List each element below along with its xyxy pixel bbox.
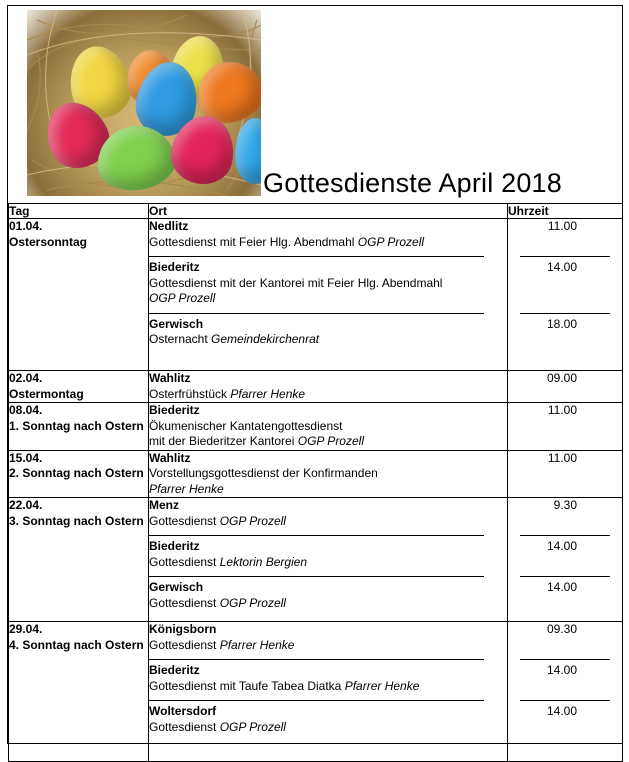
time-cell: [508, 450, 623, 498]
time-separator: [520, 570, 610, 577]
service-time: 11.00: [547, 403, 577, 417]
day-date: 15.04.: [9, 450, 43, 465]
day-name: 1. Sonntag nach Ostern: [9, 418, 144, 433]
service-separator: [149, 529, 484, 536]
service-description: [149, 679, 507, 695]
service-person: Pfarrer Henke: [344, 678, 420, 693]
service-separator: [149, 694, 484, 701]
table-row: [9, 219, 623, 371]
time-separator: [520, 307, 610, 314]
location-cell: [149, 622, 508, 762]
service-place: Biederitz: [149, 260, 200, 274]
service-separator: [149, 250, 484, 257]
time-cell: [508, 219, 623, 371]
service-separator: [149, 570, 484, 577]
service-entry: [149, 622, 507, 653]
service-time: 18.00: [546, 316, 577, 331]
time-spacer: [508, 419, 622, 450]
service-entry: [149, 704, 507, 735]
day-name: 2. Sonntag nach Ostern: [9, 466, 144, 480]
service-description: [149, 419, 507, 435]
service-time: 14.00: [546, 539, 577, 553]
service-place: Wahlitz: [149, 450, 191, 465]
service-time: 11.00: [547, 450, 577, 465]
service-person: OGP Prozell: [219, 719, 286, 734]
day-cell: [9, 219, 149, 371]
service-entry: [149, 219, 507, 250]
service-description-text: Gottesdienst: [149, 637, 217, 652]
page-title: Gottesdienste April 2018: [263, 168, 562, 198]
day-cell: [9, 622, 149, 762]
time-separator: [520, 250, 610, 257]
service-entry: [149, 403, 507, 450]
service-entry: [149, 539, 507, 570]
service-description: [149, 638, 507, 654]
service-person: Pfarrer Henke: [149, 481, 224, 496]
service-description: [149, 514, 507, 530]
service-person: Pfarrer Henke: [219, 637, 295, 652]
service-entry: [149, 451, 507, 498]
service-entry: [149, 580, 507, 611]
service-person: OGP Prozell: [357, 234, 425, 249]
location-cell: [149, 498, 508, 622]
service-description-text: Osterfrühstück: [149, 386, 228, 401]
day-cell: [9, 371, 149, 403]
day-cell: [9, 450, 149, 498]
service-entry: [149, 260, 507, 307]
service-entry: [149, 371, 507, 402]
time-spacer: [508, 235, 622, 251]
location-cell: [149, 403, 508, 451]
service-place: Biederitz: [149, 539, 200, 553]
table-header-row: [9, 204, 623, 219]
service-person-line: [149, 482, 507, 498]
day-date: 08.04.: [9, 403, 43, 417]
service-person-line: [149, 291, 507, 307]
time-spacer: [508, 514, 622, 530]
service-description-text: Vorstellungsgottesdienst der Konfirmanden: [149, 466, 378, 480]
service-description-text: Gottesdienst: [149, 554, 217, 569]
time-spacer: [508, 638, 622, 654]
service-place: Nedlitz: [149, 219, 189, 233]
location-cell: [149, 371, 508, 403]
service-person: OGP Prozell: [297, 434, 364, 448]
service-description: [149, 466, 507, 482]
service-place: Woltersdorf: [149, 704, 217, 718]
service-description-text: Osternacht: [149, 332, 208, 346]
time-spacer: [508, 332, 622, 348]
service-time: 14.00: [546, 704, 577, 718]
service-person: Pfarrer Henke: [230, 386, 306, 401]
time-spacer: [508, 387, 622, 403]
time-spacer: [508, 276, 622, 307]
service-description: [149, 596, 507, 612]
day-cell: [9, 403, 149, 451]
service-place: Biederitz: [149, 403, 200, 417]
service-description-text: Gottesdienst mit Feier Hlg. Abendmahl: [149, 234, 355, 249]
time-spacer: [508, 679, 622, 695]
location-cell: [149, 450, 508, 498]
column-header-ort: Ort: [149, 204, 508, 219]
service-description-line2: [149, 434, 507, 450]
day-name: 4. Sonntag nach Ostern: [9, 637, 144, 652]
time-separator: [520, 694, 610, 701]
service-description-text: Gottesdienst: [149, 513, 217, 528]
table-row: [9, 450, 623, 498]
service-place: Biederitz: [149, 663, 200, 677]
time-spacer: [508, 596, 622, 612]
time-cell: [508, 403, 623, 451]
service-person: Lektorin Bergien: [219, 554, 308, 569]
service-entry: [149, 317, 507, 348]
time-cell: [508, 371, 623, 403]
service-place: Menz: [149, 498, 179, 512]
table-row: [9, 622, 623, 762]
service-place: Gerwisch: [149, 316, 204, 331]
service-place: Gerwisch: [149, 580, 204, 594]
time-separator: [520, 529, 610, 536]
service-time: 9.30: [553, 498, 577, 512]
day-date: 29.04.: [9, 622, 43, 636]
service-entry: [149, 663, 507, 694]
service-description: [149, 276, 507, 292]
time-cell: [508, 498, 623, 622]
time-spacer: [508, 555, 622, 571]
day-date: 01.04.: [9, 219, 43, 233]
day-date: 22.04.: [9, 498, 43, 512]
service-description-text: Gottesdienst mit Taufe Tabea Diatka: [149, 678, 342, 693]
time-separator: [520, 653, 610, 660]
column-header-uhrzeit: Uhrzeit: [508, 204, 623, 219]
service-person: OGP Prozell: [219, 595, 286, 610]
location-cell: [149, 219, 508, 371]
time-spacer: [508, 720, 622, 736]
table-row: [9, 403, 623, 451]
table-row: [9, 371, 623, 403]
service-time: 14.00: [546, 663, 577, 677]
service-person: OGP Prozell: [149, 291, 216, 305]
service-place: Wahlitz: [149, 371, 191, 385]
day-name: Ostermontag: [9, 386, 84, 401]
service-time: 14.00: [546, 580, 577, 594]
service-entry: [149, 498, 507, 529]
service-description: [149, 235, 507, 251]
service-separator: [149, 653, 484, 660]
day-name: 3. Sonntag nach Ostern: [9, 513, 144, 528]
services-table: [8, 203, 623, 762]
service-description-text: Gottesdienst: [149, 595, 217, 610]
service-person: Gemeindekirchenrat: [211, 332, 320, 346]
service-description-line2-text: mit der Biederitzer Kantorei: [149, 434, 295, 448]
day-name: Ostersonntag: [9, 234, 88, 249]
services-table-body: [9, 219, 623, 762]
service-time: 11.00: [547, 219, 577, 233]
easter-eggs-photo: [27, 10, 261, 196]
time-cell: [508, 622, 623, 762]
service-person: OGP Prozell: [219, 513, 286, 528]
time-spacer: [508, 466, 622, 497]
service-separator: [149, 307, 484, 314]
day-date: 02.04.: [9, 371, 43, 385]
service-time: 09.00: [546, 371, 577, 385]
service-description: [149, 555, 507, 571]
column-header-tag: Tag: [9, 204, 149, 219]
service-description: [149, 720, 507, 736]
table-row: [9, 498, 623, 622]
service-place: Königsborn: [149, 622, 217, 636]
service-description-text: Gottesdienst: [149, 719, 217, 734]
service-time: 14.00: [546, 260, 577, 274]
day-cell: [9, 498, 149, 622]
service-description: [149, 332, 507, 348]
service-time: 09.30: [546, 622, 577, 636]
service-description: [149, 387, 507, 403]
service-description-text: Gottesdienst mit der Kantorei mit Feier Hlg. Abendmahl: [149, 275, 443, 290]
service-description-text: Ökumenischer Kantatengottesdienst: [149, 418, 343, 433]
